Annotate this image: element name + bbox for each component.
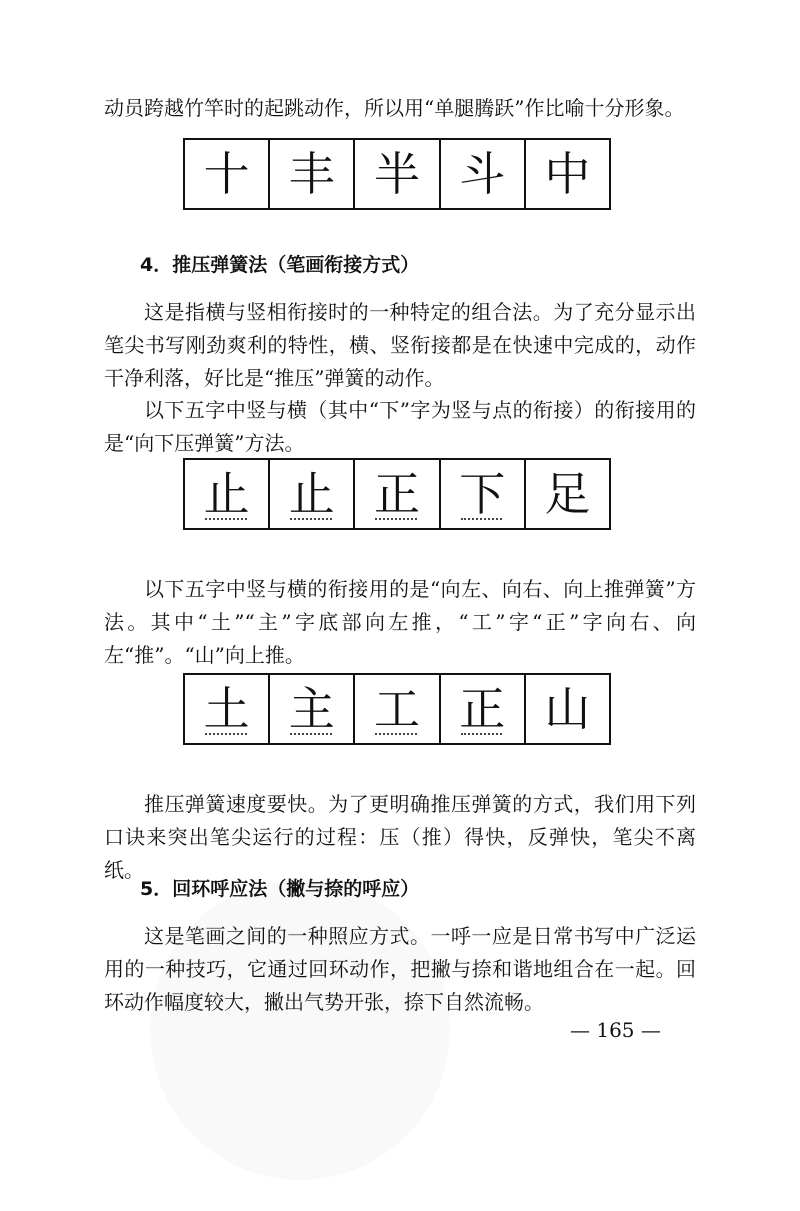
- char-row-2: [183, 458, 611, 530]
- char-cell: [441, 140, 526, 208]
- paragraph-mnemonic: 推压弹簧速度要快。为了更明确推压弹簧的方式，我们用下列口诀来突出笔尖运行的过程：压（推）得快，反弹快，笔尖不离纸。: [104, 792, 696, 882]
- char-glyph: 止: [203, 467, 250, 521]
- char-cell: [526, 140, 609, 208]
- char-glyph: 主: [288, 682, 335, 736]
- stroke-guide-dots: [461, 727, 503, 735]
- char-glyph: 丰: [288, 147, 335, 201]
- char-row-1: [183, 138, 611, 210]
- stroke-guide-dots: [461, 512, 503, 520]
- paragraph-push-directions: 以下五字中竖与横的衔接用的是“向左、向右、向上推弹簧”方法。其中“土”“主”字底部向左推，“工”字“正”字向右、向左“推”。“山”向上推。: [104, 577, 696, 667]
- paragraph-push-press: 这是指横与竖相衔接时的一种特定的组合法。为了充分显示出笔尖书写刚劲爽利的特性，横、竖衔接都是在快速中完成的，动作干净利落，好比是“推压”弹簧的动作。: [104, 300, 696, 390]
- char-cell: [355, 140, 440, 208]
- char-glyph: 土: [203, 682, 250, 736]
- section-heading-4: 4．推压弹簧法（笔画衔接方式）: [140, 254, 420, 276]
- char-glyph: 十: [203, 147, 250, 201]
- char-row-3: [183, 673, 611, 745]
- char-glyph: 止: [288, 467, 335, 521]
- stroke-guide-dots: [205, 727, 247, 735]
- page-number: — 165 —: [570, 1018, 661, 1042]
- stroke-guide-dots: [375, 512, 417, 520]
- paragraph-loop-echo: 这是笔画之间的一种照应方式。一呼一应是日常书写中广泛运用的一种技巧，它通过回环动作，把撇与捺和谐地组合在一起。回环动作幅度较大，撇出气势开张，捺下自然流畅。: [104, 924, 696, 1014]
- stroke-guide-dots: [290, 512, 332, 520]
- paragraph-press-down: 以下五字中竖与横（其中“下”字为竖与点的衔接）的衔接用的是“向下压弹簧”方法。: [104, 398, 696, 455]
- char-glyph: 山: [544, 682, 591, 736]
- char-cell: [355, 675, 440, 743]
- char-cell: [270, 140, 355, 208]
- char-cell: [526, 460, 609, 528]
- section-heading-5: 5．回环呼应法（撇与捺的呼应）: [140, 878, 420, 900]
- char-glyph: 工: [374, 682, 420, 736]
- char-cell: [441, 675, 526, 743]
- char-glyph: 正: [459, 682, 506, 736]
- char-glyph: 中: [544, 147, 591, 201]
- char-cell: [270, 675, 355, 743]
- char-glyph: 半: [374, 147, 420, 201]
- stroke-guide-dots: [290, 727, 332, 735]
- char-glyph: 下: [459, 467, 506, 521]
- stroke-guide-dots: [375, 727, 417, 735]
- char-cell: [441, 460, 526, 528]
- char-cell: [185, 460, 270, 528]
- paragraph-intro: 动员跨越竹竿时的起跳动作，所以用“单腿腾跃”作比喻十分形象。: [104, 96, 685, 120]
- char-cell: [270, 460, 355, 528]
- char-cell: [185, 140, 270, 208]
- char-glyph: 足: [544, 467, 591, 521]
- stroke-guide-dots: [205, 512, 247, 520]
- char-glyph: 斗: [459, 147, 506, 201]
- char-glyph: 正: [374, 467, 420, 521]
- char-cell: [185, 675, 270, 743]
- char-cell: [355, 460, 440, 528]
- char-cell: [526, 675, 609, 743]
